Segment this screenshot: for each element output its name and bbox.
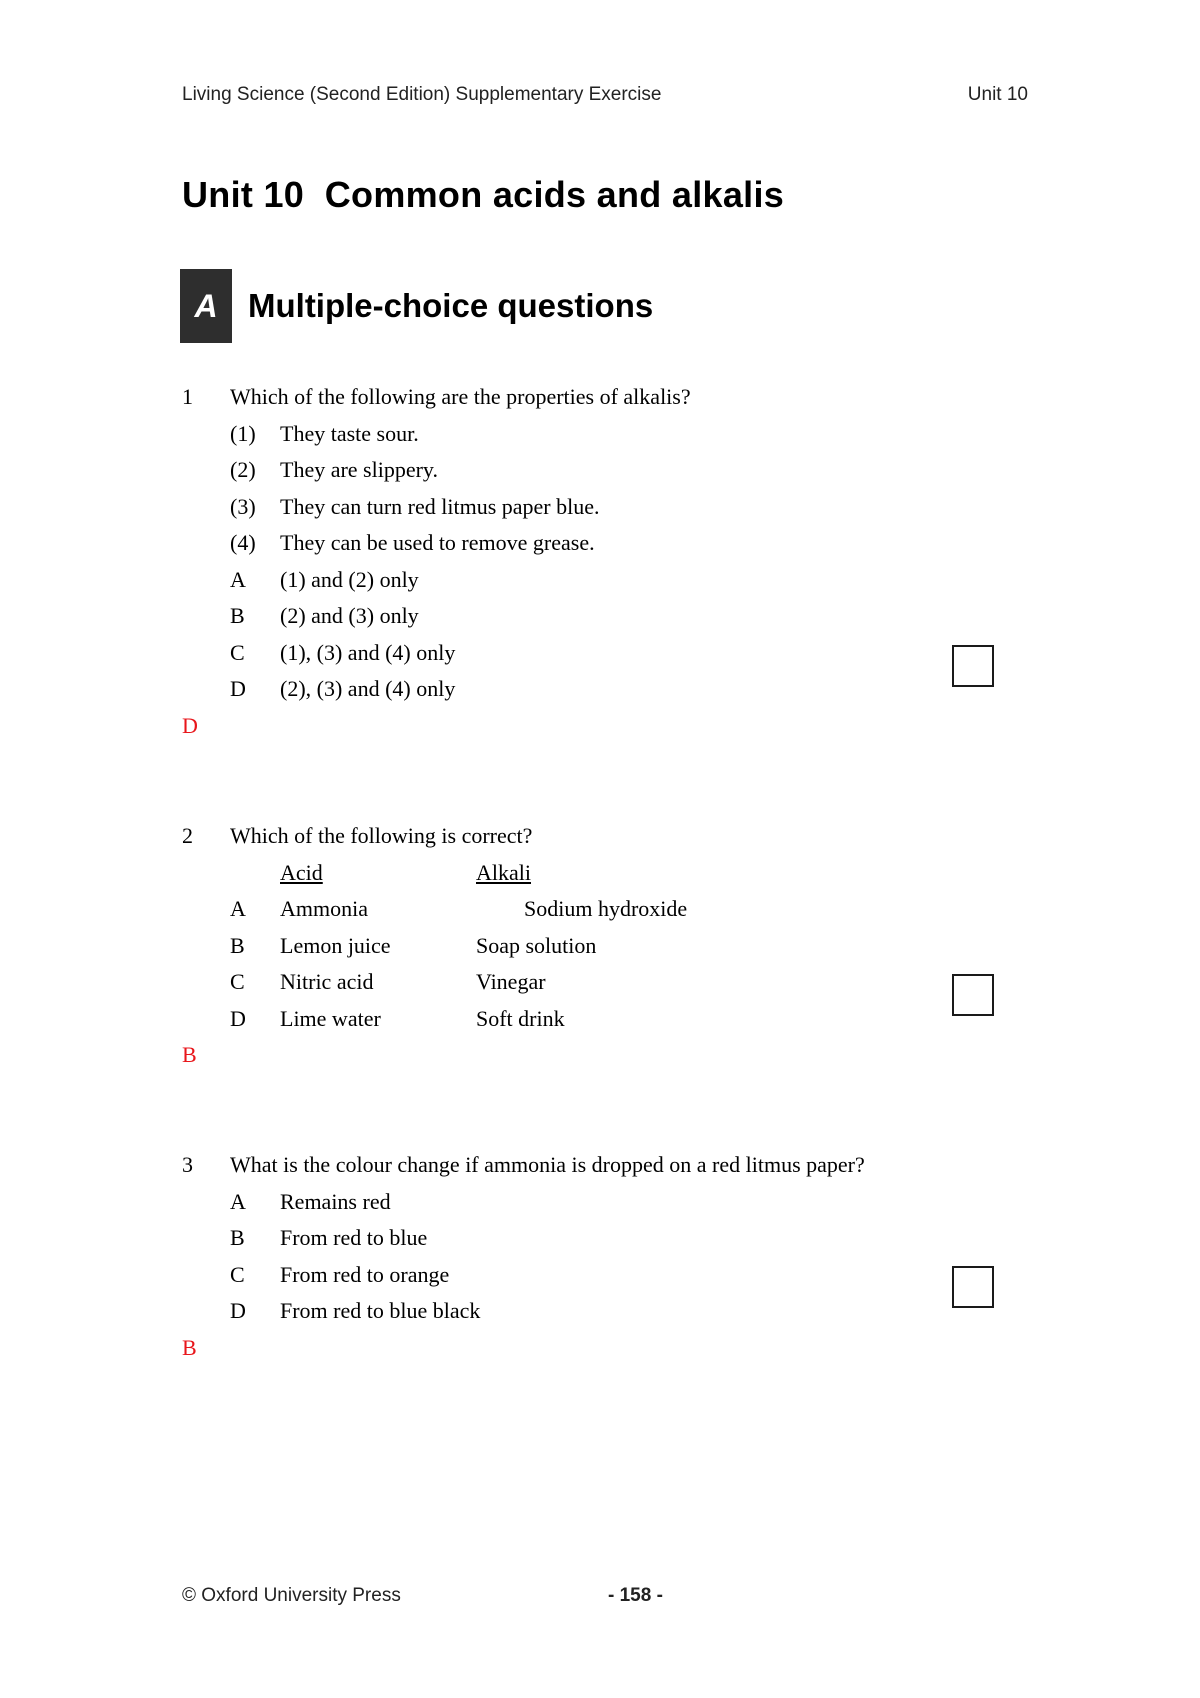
question-number: 1 [182, 384, 193, 409]
answer-key: B [182, 1042, 197, 1067]
option-text: From red to blue black [280, 1298, 481, 1323]
column-header-acid: Acid [280, 860, 323, 885]
option-alkali: Vinegar [476, 969, 546, 994]
option-text: From red to orange [280, 1262, 450, 1287]
answer-box[interactable] [952, 645, 994, 687]
statement-label: (1) [230, 421, 256, 446]
statement-label: (3) [230, 494, 256, 519]
section-title: Multiple-choice questions [248, 287, 654, 324]
question-text: Which of the following are the properties of alkalis? [230, 384, 691, 409]
statement-text: They are slippery. [280, 457, 439, 482]
option-letter: A [230, 896, 246, 921]
statement-label: (2) [230, 457, 256, 482]
option-alkali: Soap solution [476, 933, 597, 958]
publisher: © Oxford University Press [182, 1585, 401, 1606]
question-text: Which of the following is correct? [230, 823, 533, 848]
statement-label: (4) [230, 530, 256, 555]
question-number: 3 [182, 1152, 193, 1177]
option-letter: D [230, 1006, 246, 1031]
section-badge: A [180, 269, 232, 343]
page-header [182, 84, 1028, 106]
option-alkali: Sodium hydroxide [524, 896, 688, 921]
option-text: (1) and (2) only [280, 567, 419, 592]
option-acid: Ammonia [280, 896, 368, 921]
statement-text: They taste sour. [280, 421, 419, 446]
option-letter: B [230, 933, 245, 958]
option-letter: B [230, 1225, 245, 1250]
option-text: (2), (3) and (4) only [280, 676, 456, 701]
option-letter: D [230, 676, 246, 701]
option-alkali: Soft drink [476, 1006, 565, 1031]
option-letter: D [230, 1298, 246, 1323]
option-text: Remains red [280, 1189, 391, 1214]
header-unit-label: Unit 10 [967, 84, 1028, 105]
option-letter: C [230, 969, 245, 994]
statement-text: They can be used to remove grease. [280, 530, 595, 555]
option-letter: B [230, 603, 245, 628]
answer-key: D [182, 713, 198, 738]
option-text: (1), (3) and (4) only [280, 640, 456, 665]
answer-box[interactable] [952, 1266, 994, 1308]
option-letter: A [230, 1189, 246, 1214]
page-number: - 158 - [608, 1585, 663, 1606]
option-acid: Nitric acid [280, 969, 374, 994]
column-header-alkali: Alkali [476, 860, 531, 885]
page-footer [182, 1585, 1028, 1607]
option-letter: C [230, 640, 245, 665]
option-acid: Lemon juice [280, 933, 391, 958]
answer-box[interactable] [952, 974, 994, 1016]
option-acid: Lime water [280, 1006, 381, 1031]
unit-title: Unit 10 Common acids and alkalis [182, 174, 785, 215]
book-title: Living Science (Second Edition) Supplementary Exercise [182, 84, 662, 105]
option-text: From red to blue [280, 1225, 428, 1250]
question-number: 2 [182, 823, 193, 848]
option-letter: A [230, 567, 246, 592]
answer-key: B [182, 1335, 197, 1360]
question-text: What is the colour change if ammonia is dropped on a red litmus paper? [230, 1152, 865, 1177]
option-text: (2) and (3) only [280, 603, 419, 628]
statement-text: They can turn red litmus paper blue. [280, 494, 600, 519]
option-letter: C [230, 1262, 245, 1287]
